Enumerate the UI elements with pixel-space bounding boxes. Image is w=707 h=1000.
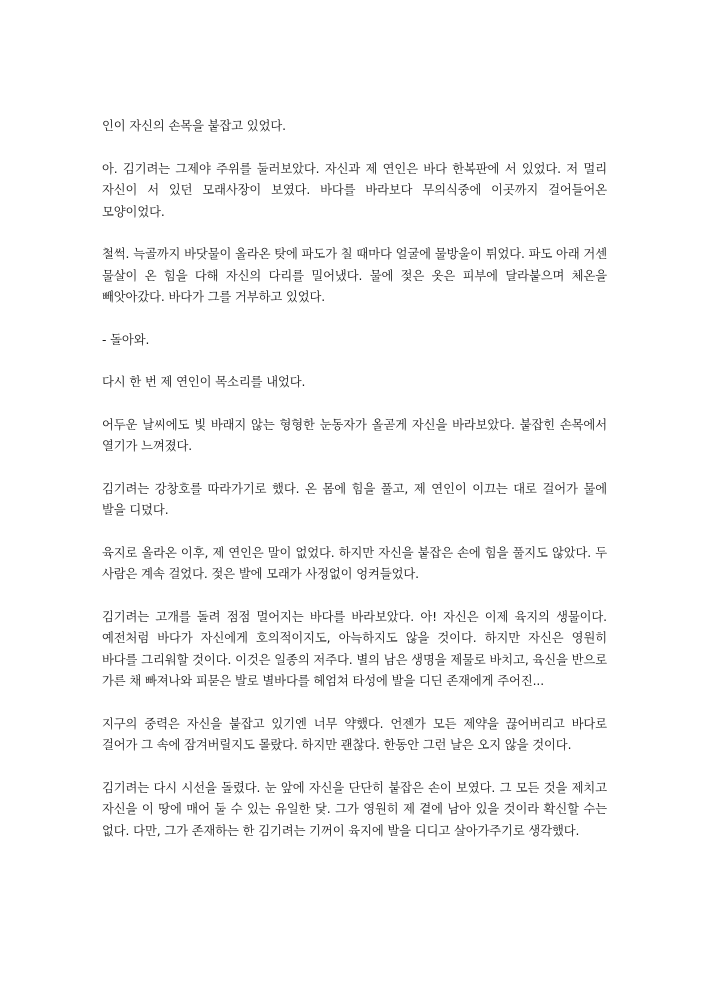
paragraph: 다시 한 번 제 연인이 목소리를 내었다. xyxy=(102,375,306,389)
paragraph: 철썩. 늑골까지 바닷물이 올라온 탓에 파도가 칠 때마다 얼굴에 물방울이 튀었다. 파도 아래 거센 물살이 온 힘을 다해 자신의 다리를 밀어냈다. 물에 젖은 옷은 피부에 달라붙으며 체온을 빼앗아갔다. 바다가 그를 거부하고 있었다. xyxy=(102,247,607,304)
dialogue-line: - 돌아와. xyxy=(102,332,150,347)
paragraph: 김기려는 고개를 돌려 점점 멀어지는 바다를 바라보았다. 아! 자신은 이제 육지의 생물이다. 예전처럼 바다가 자신에게 호의적이지도, 아늑하지도 않을 것이다. 하지만 자신은 영원히 바다를 그리워할 것이다. 이것은 일종의 저주다. 별의 남은 생명을 제물로 바치고, 육신을 반으로 가른 채 빠져나와 피묻은 발로 별바다를 헤엄쳐 타성에 발을 디딘 존재에게 주어진... xyxy=(102,609,607,688)
paragraph: 인이 자신의 손목을 붙잡고 있었다. xyxy=(102,119,286,133)
paragraph: 육지로 올라온 이후, 제 연인은 말이 없었다. 하지만 자신을 붙잡은 손에 힘을 풀지도 않았다. 두 사람은 계속 걸었다. 젖은 발에 모래가 사정없이 엉켜들었다. xyxy=(102,545,607,581)
paragraph: 어두운 날씨에도 빛 바래지 않는 형형한 눈동자가 올곧게 자신을 바라보았다. 붙잡힌 손목에서 열기가 느껴졌다. xyxy=(102,417,607,453)
paragraph: 지구의 중력은 자신을 붙잡고 있기엔 너무 약했다. 언젠가 모든 제약을 끊어버리고 바다로 걸어가 그 속에 잠겨버릴지도 몰랐다. 하지만 괜찮다. 한동안 그런 날은 오지 않을 것이다. xyxy=(102,716,607,752)
paragraph: 김기려는 강창호를 따라가기로 했다. 온 몸에 힘을 풀고, 제 연인이 이끄는 대로 걸어가 물에 발을 디뎠다. xyxy=(102,481,607,517)
paragraph: 김기려는 다시 시선을 돌렸다. 눈 앞에 자신을 단단히 붙잡은 손이 보였다. 그 모든 것을 제치고 자신을 이 땅에 매어 둘 수 있는 유일한 닻. 그가 영원히 제 곁에 남아 있을 것이라 확신할 수는 없다. 다만, 그가 존재하는 한 김기려는 기꺼이 육지에 발을 디디고 살아가주기로 생각했다. xyxy=(102,780,607,838)
paragraph: 아. 김기려는 그제야 주위를 둘러보았다. 자신과 제 연인은 바다 한복판에 서 있었다. 저 멀리 자신이 서 있던 모래사장이 보였다. 바다를 바라보다 무의식중에 이곳까지 걸어들어온 모양이었다. xyxy=(102,161,607,219)
body-text xyxy=(102,116,607,863)
